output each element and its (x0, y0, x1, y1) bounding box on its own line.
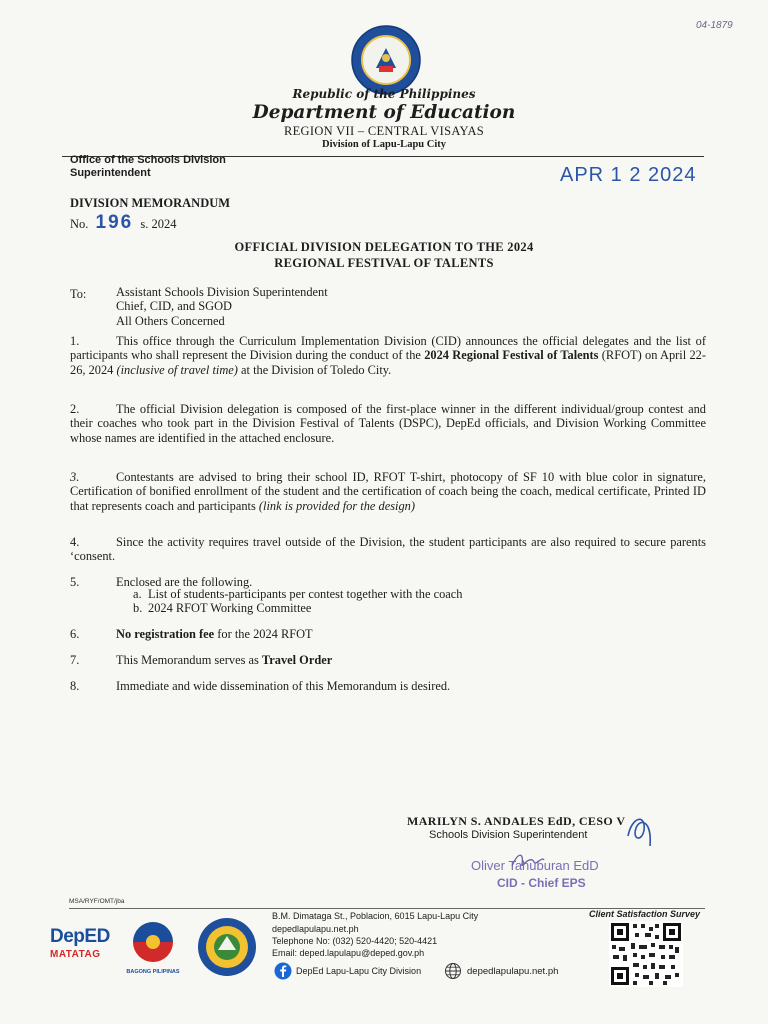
date-stamp: APR 1 2 2024 (560, 164, 697, 186)
corner-handwritten-note: 04-1879 (696, 20, 733, 31)
p1-text-b: (RFOT) on April 22-26, 2024 (70, 348, 706, 377)
qr-code[interactable] (609, 921, 683, 987)
deped-seal-logo (350, 24, 422, 96)
footer-address: B.M. Dimataga St., Poblacion, 6015 Lapu-Lapu City (272, 911, 479, 921)
paragraph-1 (70, 334, 706, 377)
recipient-others: All Others Concerned (116, 313, 225, 328)
enclosure-item-a (133, 587, 463, 601)
recipient-chief: Chief, CID, and SGOD (116, 299, 232, 314)
p6-number: 6. (70, 627, 80, 641)
stamp-oliver-name: Oliver Tahuburan EdD (471, 858, 599, 873)
facebook-page-link[interactable]: DepEd Lapu-Lapu City Division (296, 966, 422, 976)
division-seal-logo (196, 916, 258, 978)
website-link[interactable]: depedlapulapu.net.ph (467, 966, 559, 977)
paragraph-2 (70, 402, 706, 445)
item-a-text: List of students-participants per contest together with the coach (148, 587, 463, 601)
p8-number: 8. (70, 679, 80, 693)
signatory-name: MARILYN S. ANDALES EdD, CESO V (407, 814, 626, 828)
matatag-wordmark: MATATAG (50, 949, 101, 960)
p6-text: for the 2024 RFOT (214, 627, 313, 641)
footer-website: depedlapulapu.net.ph (272, 924, 359, 934)
item-a-marker: a. (133, 587, 142, 601)
memo-title-line-2: REGIONAL FESTIVAL OF TALENTS (274, 256, 494, 270)
deped-matatag-logo (50, 926, 120, 972)
enclosure-item-b (133, 601, 311, 615)
item-b-text: 2024 RFOT Working Committee (148, 601, 312, 615)
p7-text: This Memorandum serves as (116, 653, 262, 667)
p7-bold: Travel Order (261, 653, 333, 667)
p2-number: 2. (70, 402, 80, 416)
paragraph-6 (70, 627, 313, 641)
memo-no-value: 196 (95, 212, 134, 233)
p7-number: 7. (70, 653, 80, 667)
p1-italic: (inclusive of travel time) (116, 362, 238, 377)
paragraph-7 (70, 653, 332, 667)
p3-italic: (link is provided for the design) (258, 498, 416, 513)
initial-scribble (508, 848, 548, 874)
memo-no-label: No. (70, 217, 89, 231)
p1-bold: 2024 Regional Festival of Talents (424, 348, 599, 363)
office-line-2: Superintendent (70, 167, 151, 179)
p6-bold: No registration fee (116, 627, 215, 641)
bagong-pilipinas-text: BAGONG PILIPINAS (126, 969, 180, 975)
p4-text: Since the activity requires travel outside of the Division, the student participants are also required to secure parents ‘consent. (70, 535, 706, 564)
to-recipients (116, 285, 328, 328)
memo-title-line-1: OFFICIAL DIVISION DELEGATION TO THE 2024 (234, 240, 534, 254)
paragraph-8 (70, 679, 450, 693)
globe-icon (444, 962, 462, 980)
signature-mark (622, 806, 662, 856)
footer-telephone: Telephone No: (032) 520-4420; 520-4421 (272, 936, 438, 946)
to-label: To: (70, 287, 87, 301)
paragraph-4 (70, 535, 706, 564)
signatory-title: Schools Division Superintendent (429, 829, 588, 841)
memo-number-line (70, 212, 176, 234)
recipient-asds: Assistant Schools Division Superintendent (116, 285, 328, 299)
p3-number: 3. (70, 470, 80, 484)
republic-line: Republic of the Philippines (292, 87, 476, 101)
item-b-marker: b. (133, 601, 143, 615)
facebook-icon (274, 962, 292, 980)
footer-email: Email: deped.lapulapu@deped.gov.ph (272, 948, 425, 958)
p1-number: 1. (70, 334, 80, 348)
office-line-1: Office of the Schools Division (70, 154, 226, 166)
stamp-oliver-title: CID - Chief EPS (497, 876, 586, 890)
p8-text: Immediate and wide dissemination of this Memorandum is desired. (116, 679, 451, 693)
p2-text: The official Division delegation is composed of the first-place winner in the different individual/group contest and their coaches who took part in the Division Festival of Talents (DSPC), DepEd officials, and Division Working Committee whose names are identified in the attached enclosure. (70, 402, 706, 445)
reference-initials: MSA/RYF/OMT/jba (69, 898, 125, 905)
p3-text: Contestants are advised to bring their school ID, RFOT T-shirt, photocopy of SF 10 with blue color in signature, Certification of bonified enrollment of the student and the certification of coach being the coach, medical certificate, Printed ID that represents coach and participants (70, 470, 706, 513)
p5-number: 5. (70, 575, 80, 589)
deped-wordmark: DepED (50, 926, 110, 947)
p4-number: 4. (70, 535, 80, 549)
memo-series: s. 2024 (140, 217, 177, 231)
division-line: Division of Lapu-Lapu City (322, 139, 446, 150)
paragraph-3 (70, 470, 706, 513)
p1-text-c: at the Division of Toledo City. (237, 362, 392, 377)
memo-heading: DIVISION MEMORANDUM (70, 196, 231, 210)
department-title: Department of Education (252, 102, 516, 123)
bagong-pilipinas-logo (124, 920, 182, 976)
region-line: REGION VII – CENTRAL VISAYAS (283, 124, 485, 138)
p1-text-a: This office through the Curriculum Implementation Division (CID) announces the official delegates and the list of participants who shall represent the Division during the conduct of the (70, 334, 706, 363)
client-survey-label: Client Satisfaction Survey (589, 909, 701, 919)
p5-text: Enclosed are the following. (116, 575, 253, 589)
